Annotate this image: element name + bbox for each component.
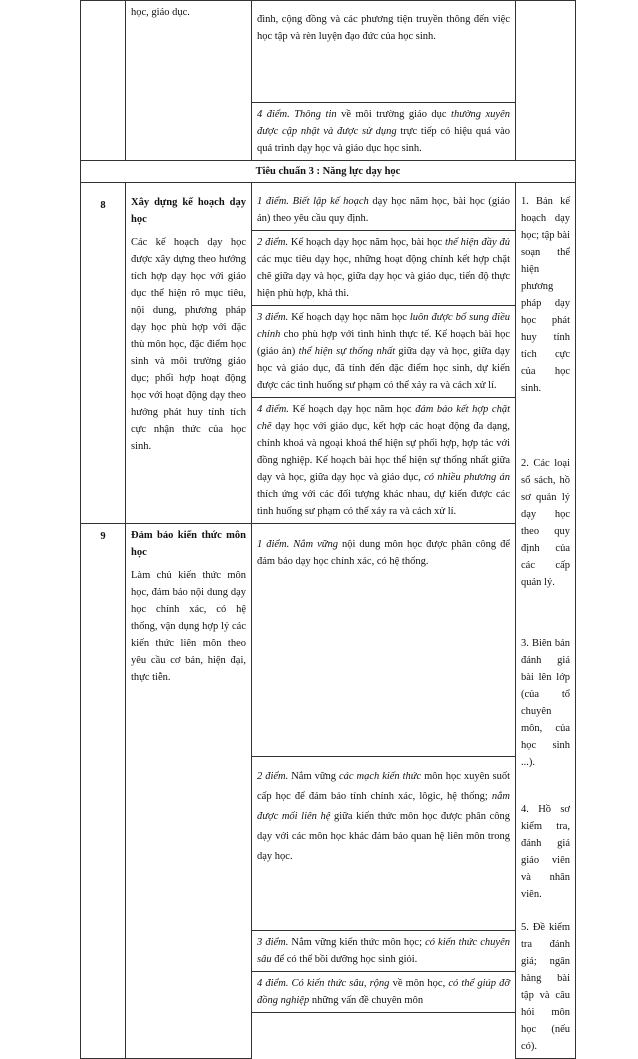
level-3-cell	[252, 306, 516, 398]
level-1-cell	[252, 524, 516, 757]
level-text: đình, cộng đồng và các phương tiện truyền thông đến việc học tập và rèn luyện đạo đức của học sinh.	[257, 14, 510, 42]
level-text: cho phù hợp với tình hình thực tế. Kế hoạch bài học (giáo án)	[257, 329, 510, 357]
score-label: 3 điểm.	[257, 936, 289, 948]
level-text: Kế hoạch dạy học năm học	[288, 404, 416, 415]
level-text: thích ứng với các đối tượng khác nhau, dự kiến được các tình huống sư phạm có thể xảy ra và cách xử lí.	[257, 489, 510, 517]
level-text: trực tiếp có hiệu quả vào quá trình dạy học và giáo dục học sinh.	[257, 126, 510, 154]
criterion-title: Đảm bảo kiến thức môn học	[131, 530, 246, 558]
criterion-number: 9	[81, 524, 126, 1059]
level-text: Kế hoạch dạy học năm học	[288, 312, 410, 323]
level-text: nội dung môn học được phân công để đảm bảo dạy học chính xác, có hệ thống.	[257, 539, 510, 567]
emphasis-text: các mạch kiến thức	[338, 770, 422, 782]
score-label: 3 điểm.	[257, 312, 289, 323]
evidence-cell	[516, 183, 576, 1059]
emphasis-text: có kiến thức chuyên sâu	[257, 936, 510, 965]
level-text: các mục tiêu dạy học, những hoạt động chính kết hợp chặt chẽ giữa dạy và học, giữa dạy học và giáo dục, tiến độ thực hiện phù hợp, khả thi.	[257, 254, 510, 299]
evidence-item: 1. Bản kế hoạch dạy học; tập bài soạn thể hiện phương pháp dạy học phát huy tính tích cực của học sinh.	[521, 196, 570, 394]
emphasis-text: có thể giúp đỡ đồng nghiệp	[257, 977, 510, 1006]
evidence-item: 4. Hồ sơ kiểm tra, đánh giá giáo viên và nhân viên.	[521, 804, 570, 900]
level-1-cell	[252, 183, 516, 231]
table-row	[81, 524, 576, 757]
level-text: Nắm vững kiến thức môn học;	[288, 936, 426, 948]
level-text: Kế hoạch dạy học năm học, bài học	[288, 237, 445, 248]
criterion-cell	[126, 1, 252, 161]
emphasis-text: có nhiều phương án	[424, 472, 510, 483]
score-label: 4 điểm.	[257, 977, 289, 989]
evidence-cell	[516, 1, 576, 161]
emphasis-text: luôn được bổ sung điều chỉnh	[257, 312, 510, 340]
number-cell	[81, 1, 126, 161]
level-text: giữa kiến thức môn học được phân công dạy với các môn học khác đảm bảo quan hệ liên môn trong dạy học.	[257, 810, 510, 862]
emphasis-text: Nắm vững	[293, 539, 338, 550]
score-label: 2 điểm.	[257, 237, 289, 248]
level-4-cell	[252, 398, 516, 524]
level-2-cell	[252, 756, 516, 930]
evidence-item: 3. Biên bản đánh giá bài lên lớp (của tổ chuyên môn, của học sinh ...).	[521, 638, 570, 768]
level-3-cell	[252, 930, 516, 971]
criterion-description: Các kế hoạch dạy học được xây dựng theo hướng tích hợp dạy học với giáo dục thể hiện rõ mục tiêu, nội dung, phương pháp dạy học phù hợp với đặc thù môn học, đặc điểm học sinh và môi trường giáo dục; phối hợp hoạt động học với hoạt động dạy theo hướng phát huy tính tích cực nhận thức của học sinh.	[131, 237, 246, 452]
level-4-cell	[252, 103, 516, 161]
score-label: 1 điểm.	[257, 196, 289, 207]
score-label: 4 điểm.	[257, 404, 289, 415]
emphasis-text: đảm bảo kết hợp chặt chẽ	[257, 404, 510, 432]
criterion-cell	[126, 524, 252, 1059]
emphasis-text: Biết lập kế hoạch	[292, 196, 369, 207]
emphasis-text: nắm được mối liên hệ	[257, 790, 510, 822]
level-2-cell	[252, 231, 516, 306]
criterion-cell	[126, 183, 252, 524]
standard-heading: Tiêu chuẩn 3 : Năng lực dạy học	[81, 161, 576, 183]
level-text: những vấn đề chuyên môn	[309, 994, 424, 1006]
criterion-title: Xây dựng kế hoạch dạy học	[131, 197, 246, 225]
level-3-cell	[252, 1, 516, 103]
level-text: Nắm vững	[288, 770, 339, 782]
evidence-item: 2. Các loại sổ sách, hồ sơ quản lý dạy học theo quy định của các cấp quản lý.	[521, 458, 570, 588]
table-row	[81, 1, 576, 103]
level-text: giữa dạy và học, giữa dạy học và giáo dục, đã tính đến đặc điểm học sinh, dự kiến được các tình huống sư phạm có thể xảy ra và cách xử lí.	[257, 346, 510, 391]
table-row	[81, 183, 576, 231]
evidence-item: 5. Đề kiểm tra đánh giá; ngân hàng bài tập và câu hỏi môn học (nếu có).	[521, 922, 570, 1052]
level-text: để có thể bồi dưỡng học sinh giỏi.	[271, 953, 418, 965]
level-text: dạy học năm học, bài học (giáo án) theo yêu cầu quy định.	[257, 196, 510, 224]
emphasis-text: thể hiện đầy đủ	[444, 237, 510, 248]
criterion-number: 8	[81, 183, 126, 524]
emphasis-text: Có kiến thức sâu, rộng	[288, 977, 390, 989]
continuation-cell	[252, 1012, 516, 1059]
emphasis-text: thể hiện sự thống nhất	[298, 346, 396, 357]
level-text: môn học xuyên suốt cấp học để đảm bảo tính chính xác, lôgic, hệ thống;	[257, 770, 510, 802]
table-row	[81, 161, 576, 183]
level-text: dạy học với giáo dục, kết hợp các hoạt động đa dạng, chính khoá và ngoại khoá thể hiện sự phối hợp, hợp tác với đồng nghiệp. Kế hoạch bài học thể hiện sự thống nhất giữa dạy và học, giữa dạy học và giáo dục,	[257, 421, 510, 483]
level-text: về môi trường giáo dục	[336, 109, 452, 120]
emphasis-text: Thông tin	[294, 109, 337, 120]
score-label: 1 điểm.	[257, 539, 290, 550]
evaluation-table	[80, 0, 576, 1059]
criterion-description: Làm chủ kiến thức môn học, đảm bảo nội dung dạy học chính xác, có hệ thống, vận dụng hợp lý các kiến thức liên môn theo yêu cầu cơ bản, hiện đại, thực tiễn.	[131, 570, 246, 683]
level-4-cell	[252, 971, 516, 1012]
score-label: 2 điểm.	[257, 770, 289, 782]
level-text: về môn học,	[389, 977, 449, 989]
emphasis-text: thường xuyên được cập nhật và được sử dụng	[257, 109, 510, 137]
score-label: 4 điểm.	[257, 109, 290, 120]
criterion-text: học, giáo dục.	[131, 7, 190, 18]
